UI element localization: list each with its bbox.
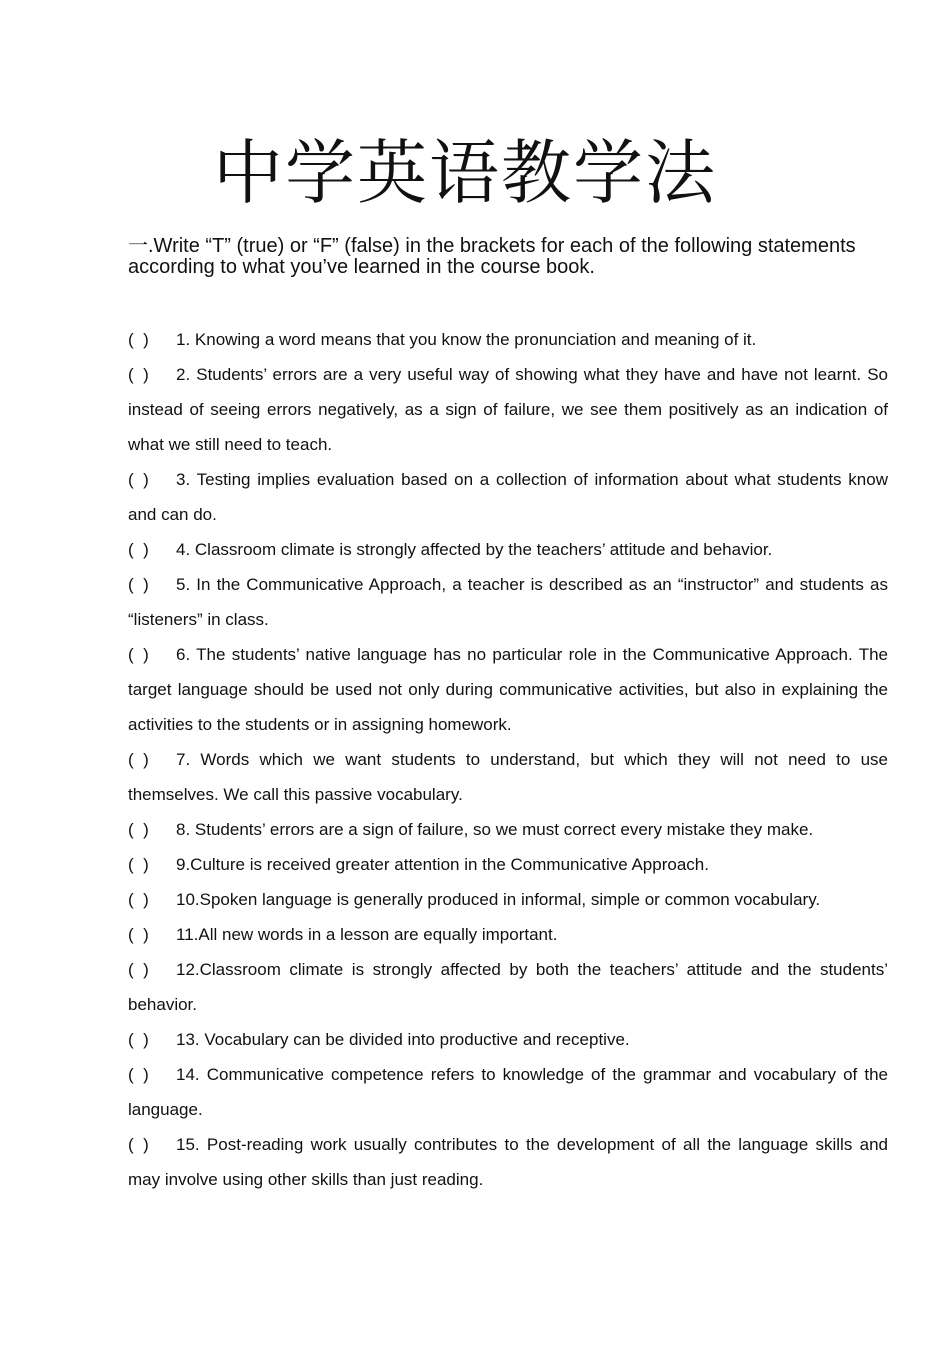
statement-item bbox=[128, 322, 888, 357]
answer-bracket[interactable]: ( ) bbox=[128, 330, 149, 349]
answer-bracket[interactable]: ( ) bbox=[128, 540, 149, 559]
answer-bracket[interactable]: ( ) bbox=[128, 365, 149, 384]
statement-text: 5. In the Communicative Approach, a teacher is described as an “instructor” and students as “listeners” in class. bbox=[128, 575, 888, 629]
statement-text: 10.Spoken language is generally produced in informal, simple or common vocabulary. bbox=[176, 890, 821, 909]
statement-text: 4. Classroom climate is strongly affected by the teachers’ attitude and behavior. bbox=[176, 540, 773, 559]
answer-bracket[interactable]: ( ) bbox=[128, 1065, 149, 1084]
statement-text: 15. Post-reading work usually contributes to the development of all the language skills and may involve using other skills than just reading. bbox=[128, 1135, 888, 1189]
statement-item bbox=[128, 567, 888, 637]
statement-text: 8. Students’ errors are a sign of failure, so we must correct every mistake they make. bbox=[176, 820, 814, 839]
answer-bracket[interactable]: ( ) bbox=[128, 1135, 149, 1154]
statement-text: 14. Communicative competence refers to knowledge of the grammar and vocabulary of the language. bbox=[128, 1065, 888, 1119]
statement-item bbox=[128, 1127, 888, 1197]
statement-item bbox=[128, 1022, 888, 1057]
statement-text: 2. Students’ errors are a very useful way of showing what they have and have not learnt. So instead of seeing errors negatively, as a sign of failure, we see them positively as an indication of what we still need to teach. bbox=[128, 365, 888, 454]
section-instructions: 一.Write “T” (true) or “F” (false) in the brackets for each of the following statements according to what you’ve learned in the course book. bbox=[128, 235, 856, 278]
statement-text: 11.All new words in a lesson are equally important. bbox=[176, 925, 558, 944]
statement-item bbox=[128, 532, 888, 567]
statement-text: 3. Testing implies evaluation based on a collection of information about what students know and can do. bbox=[128, 470, 888, 524]
statement-item bbox=[128, 357, 888, 462]
statement-text: 9.Culture is received greater attention in the Communicative Approach. bbox=[176, 855, 709, 874]
statement-item bbox=[128, 462, 888, 532]
answer-bracket[interactable]: ( ) bbox=[128, 960, 149, 979]
statement-item bbox=[128, 952, 888, 1022]
statement-text: 13. Vocabulary can be divided into productive and receptive. bbox=[176, 1030, 630, 1049]
statement-item bbox=[128, 742, 888, 812]
statement-text: 6. The students’ native language has no particular role in the Communicative Approach. The target language should be used not only during communicative activities, but also in explaining the activities to the students or in assigning homework. bbox=[128, 645, 888, 734]
statement-item bbox=[128, 812, 888, 847]
answer-bracket[interactable]: ( ) bbox=[128, 820, 149, 839]
answer-bracket[interactable]: ( ) bbox=[128, 645, 149, 664]
statement-text: 7. Words which we want students to understand, but which they will not need to use themselves. We call this passive vocabulary. bbox=[128, 750, 888, 804]
statement-item bbox=[128, 1057, 888, 1127]
answer-bracket[interactable]: ( ) bbox=[128, 855, 149, 874]
statement-item bbox=[128, 917, 888, 952]
answer-bracket[interactable]: ( ) bbox=[128, 575, 149, 594]
statement-text: 12.Classroom climate is strongly affected by both the teachers’ attitude and the students’ behavior. bbox=[128, 960, 888, 1014]
statement-item bbox=[128, 847, 888, 882]
statement-list bbox=[128, 322, 888, 1197]
answer-bracket[interactable]: ( ) bbox=[128, 890, 149, 909]
answer-bracket[interactable]: ( ) bbox=[128, 1030, 149, 1049]
answer-bracket[interactable]: ( ) bbox=[128, 925, 149, 944]
answer-bracket[interactable]: ( ) bbox=[128, 750, 149, 769]
page-title: 中学英语教学法 bbox=[213, 132, 717, 214]
statement-item bbox=[128, 637, 888, 742]
statement-text: 1. Knowing a word means that you know the pronunciation and meaning of it. bbox=[176, 330, 757, 349]
answer-bracket[interactable]: ( ) bbox=[128, 470, 149, 489]
statement-item bbox=[128, 882, 888, 917]
